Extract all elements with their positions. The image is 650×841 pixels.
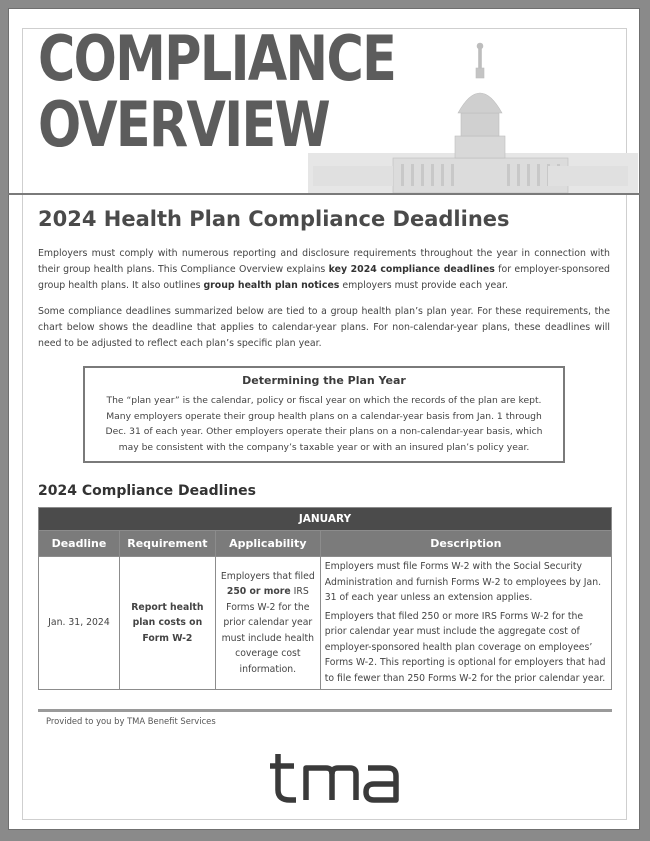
requirement-cell: Report health plan costs on Form W-2 — [119, 557, 215, 690]
intro-paragraph-2: Some compliance deadlines summarized below are tied to a group health plan’s plan year. For these requirements, the chart below shows the deadline that applies to calendar-year plans. For non-calendar-year plans, these deadlines will need to be adjusted to reflect each plan’s specific plan year. — [38, 306, 610, 349]
table-row — [39, 557, 612, 690]
tma-logo — [270, 750, 400, 810]
applicability-bold: 250 or more — [226, 586, 291, 598]
month-header: JANUARY — [39, 508, 612, 531]
page-title: 2024 Health Plan Compliance Deadlines — [38, 207, 510, 231]
applicability-text-c: IRS Forms W-2 for the prior calendar year must include health coverage cost information. — [221, 586, 315, 675]
applicability-cell — [215, 557, 320, 690]
intro-bold-notices: group health plan notices — [203, 280, 340, 291]
intro-text-a: Employers must comply with numerous reporting and disclosure requirements throughout the year in connection with their group health plans. This Compliance Overview explains — [38, 248, 610, 275]
column-header-deadline: Deadline — [39, 531, 120, 557]
section-title: 2024 Compliance Deadlines — [38, 483, 256, 499]
plan-year-callout — [83, 366, 565, 463]
document-page — [8, 8, 640, 830]
column-header-requirement: Requirement — [119, 531, 215, 557]
plan-year-title: Determining the Plan Year — [242, 374, 406, 387]
description-paragraph-1: Employers must file Forms W-2 with the Social Security Administration and furnish Forms W-2 to employees by Jan. 31 of each year unless an extension applies. — [324, 561, 602, 603]
column-header-applicability: Applicability — [215, 531, 320, 557]
banner-divider — [8, 193, 640, 195]
banner-title-line1: COMPLIANCE — [38, 22, 396, 95]
provided-by-text: Provided to you by TMA Benefit Services — [46, 716, 216, 726]
intro-text-e: employers must provide each year. — [339, 280, 509, 291]
intro-paragraph-1 — [38, 246, 610, 294]
plan-year-text: The “plan year” is the calendar, policy or fiscal year on which the records of the plan are kept. Many employers operate their group health plans on a calendar-year basis from Jan. 1 through Dec. 31 of each year. Other employers operate their plans on a non-calendar-year basis, which may be consistent with the company’s taxable year or with an insured plan’s policy year. — [105, 395, 543, 453]
description-cell — [320, 557, 611, 690]
intro-text-c: for employer-sponsored group health plans. It also outlines — [38, 264, 611, 291]
intro-bold-deadlines: key 2024 compliance deadlines — [328, 264, 495, 275]
banner-title — [38, 22, 396, 161]
footer-divider — [38, 709, 612, 712]
deadlines-table — [38, 507, 612, 690]
main-content — [38, 206, 610, 690]
banner-title-line2: OVERVIEW — [38, 88, 330, 161]
deadline-cell: Jan. 31, 2024 — [39, 557, 120, 690]
applicability-text-a: Employers that filed — [220, 570, 315, 582]
column-header-description: Description — [320, 531, 611, 557]
description-paragraph-2: Employers that filed 250 or more IRS Forms W-2 for the prior calendar year must include the aggregate cost of employer-sponsored health plan coverage on employees’ Forms W-2. This reporting is optional for employers that had to file fewer than 250 Forms W-2 for the prior calendar year. — [324, 610, 606, 684]
